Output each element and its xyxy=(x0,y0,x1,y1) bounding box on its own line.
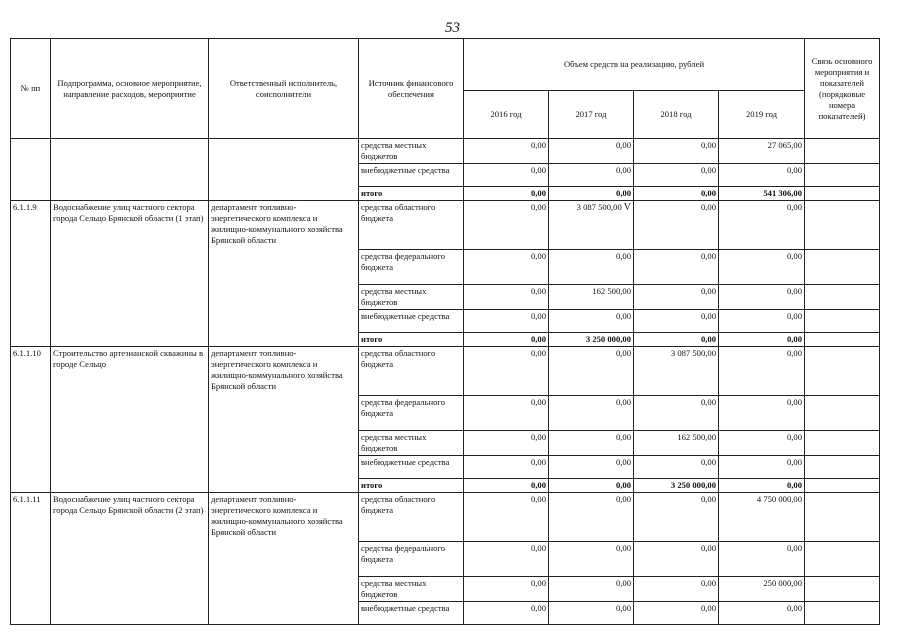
amount-value: 162 500,00 xyxy=(592,286,631,296)
amount-cell xyxy=(719,602,805,625)
funding-source: средства федерального бюджета xyxy=(359,396,464,431)
amount-value: 0,00 xyxy=(530,188,546,198)
amount-cell xyxy=(464,285,549,310)
amount-cell xyxy=(549,201,634,250)
amount-value: 3 087 500,00 xyxy=(670,348,716,358)
funding-source: средства федерального бюджета xyxy=(359,542,464,577)
table-row xyxy=(11,201,880,250)
amount-cell xyxy=(549,577,634,602)
amount-value: 0,00 xyxy=(700,543,716,553)
amount-value: 0,00 xyxy=(700,494,716,504)
amount-cell xyxy=(634,201,719,250)
header-link: Связь основного мероприятия и показателей (порядковые номера показателей) xyxy=(805,39,880,139)
amount-value: 541 306,00 xyxy=(763,188,803,198)
link-cell xyxy=(805,347,880,396)
header-num: № пп xyxy=(11,39,51,139)
row-number: 6.1.1.9 xyxy=(11,201,51,347)
amount-value: 0,00 xyxy=(786,251,803,261)
amount-cell xyxy=(549,396,634,431)
amount-cell xyxy=(719,310,805,333)
amount-cell xyxy=(634,542,719,577)
funding-source: внебюджетные средства xyxy=(359,602,464,625)
link-cell xyxy=(805,431,880,456)
amount-cell xyxy=(464,347,549,396)
table-body xyxy=(11,139,880,625)
amount-value: 0,00 xyxy=(530,432,546,442)
amount-value: 0,00 xyxy=(700,311,716,321)
measure-name: Водоснабжение улиц частного сектора города Сельцо Брянской области (2 этап) xyxy=(51,493,209,625)
amount-value: 0,00 xyxy=(530,286,546,296)
amount-value: 0,00 xyxy=(615,480,631,490)
amount-cell xyxy=(719,396,805,431)
amount-cell xyxy=(549,164,634,187)
amount-cell xyxy=(464,602,549,625)
amount-value: 0,00 xyxy=(700,188,716,198)
amount-cell xyxy=(719,250,805,285)
executor: департамент топливно-энергетического комплекса и жилищно-коммунального хозяйства Брянской области xyxy=(209,493,359,625)
funding-source: средства местных бюджетов xyxy=(359,431,464,456)
amount-cell xyxy=(719,577,805,602)
amount-cell xyxy=(464,577,549,602)
funding-source: средства федерального бюджета xyxy=(359,250,464,285)
amount-cell xyxy=(464,201,549,250)
amount-cell xyxy=(464,250,549,285)
funding-source: средства местных бюджетов xyxy=(359,285,464,310)
funding-source: итого xyxy=(359,187,464,201)
link-cell xyxy=(805,602,880,625)
amount-value: 0,00 xyxy=(700,286,716,296)
link-cell xyxy=(805,285,880,310)
amount-value: 0,00 xyxy=(786,348,803,358)
amount-cell xyxy=(464,456,549,479)
amount-value: 0,00 xyxy=(530,334,546,344)
amount-cell xyxy=(634,310,719,333)
link-cell xyxy=(805,139,880,164)
executor: департамент топливно-энергетического комплекса и жилищно-коммунального хозяйства Брянской области xyxy=(209,347,359,493)
amount-value: 0,00 xyxy=(615,348,631,358)
amount-cell xyxy=(719,347,805,396)
executor: департамент топливно-энергетического комплекса и жилищно-коммунального хозяйства Брянской области xyxy=(209,201,359,347)
link-cell xyxy=(805,201,880,250)
amount-value: 0,00 xyxy=(786,165,803,175)
amount-value: 0,00 xyxy=(700,603,716,613)
amount-cell xyxy=(634,333,719,347)
amount-cell xyxy=(464,493,549,542)
link-cell xyxy=(805,542,880,577)
amount-cell xyxy=(464,139,549,164)
table-row xyxy=(11,493,880,542)
amount-value: 0,00 xyxy=(530,348,546,358)
amount-value: 0,00 xyxy=(615,251,631,261)
amount-value: 162 500,00 xyxy=(677,432,716,442)
amount-value: 0,00 xyxy=(615,165,631,175)
amount-cell xyxy=(549,250,634,285)
link-cell xyxy=(805,456,880,479)
amount-cell xyxy=(634,493,719,542)
amount-cell xyxy=(719,479,805,493)
funding-source: средства областного бюджета xyxy=(359,493,464,542)
amount-cell xyxy=(719,542,805,577)
amount-cell xyxy=(549,333,634,347)
table-row xyxy=(11,139,880,164)
amount-cell xyxy=(719,431,805,456)
amount-value: 3 250 000,00 xyxy=(585,334,631,344)
header-year: 2019 год xyxy=(719,91,805,139)
amount-value: 0,00 xyxy=(786,286,803,296)
amount-cell xyxy=(464,542,549,577)
link-cell xyxy=(805,333,880,347)
amount-value: 0,00 xyxy=(530,165,546,175)
amount-value: 0,00 xyxy=(615,311,631,321)
amount-value: 0,00 xyxy=(700,140,716,150)
funding-source: средства областного бюджета xyxy=(359,201,464,250)
measure-name: Строительство артезианской скважины в городе Сельцо xyxy=(51,347,209,493)
row-number: 6.1.1.11 xyxy=(11,493,51,625)
link-cell xyxy=(805,250,880,285)
amount-cell xyxy=(634,139,719,164)
amount-cell xyxy=(719,164,805,187)
amount-cell xyxy=(549,285,634,310)
amount-value: 3 087 500,00 xyxy=(576,202,622,212)
link-cell xyxy=(805,479,880,493)
table-header xyxy=(11,39,880,139)
amount-cell xyxy=(634,164,719,187)
funding-table xyxy=(10,38,880,625)
page-number: 53 xyxy=(445,20,460,36)
amount-cell xyxy=(634,250,719,285)
amount-value: 0,00 xyxy=(530,397,546,407)
amount-cell xyxy=(719,187,805,201)
amount-cell xyxy=(719,139,805,164)
row-number: 6.1.1.10 xyxy=(11,347,51,493)
amount-cell xyxy=(464,164,549,187)
amount-value: 0,00 xyxy=(786,543,803,553)
amount-value: 0,00 xyxy=(615,494,631,504)
amount-cell xyxy=(464,431,549,456)
executor xyxy=(209,139,359,201)
amount-value: 0,00 xyxy=(530,202,546,212)
amount-value: 0,00 xyxy=(530,480,546,490)
amount-value: 0,00 xyxy=(700,202,716,212)
header-year: 2016 год xyxy=(464,91,549,139)
amount-value: 0,00 xyxy=(615,188,631,198)
funding-source: средства местных бюджетов xyxy=(359,139,464,164)
amount-value: 0,00 xyxy=(615,578,631,588)
link-cell xyxy=(805,396,880,431)
amount-cell xyxy=(719,201,805,250)
amount-value: 0,00 xyxy=(530,140,546,150)
amount-value: 0,00 xyxy=(700,397,716,407)
header-executor: Ответственный исполнитель, соисполнители xyxy=(209,39,359,139)
amount-value: 0,00 xyxy=(700,578,716,588)
amount-value: 3 250 000,00 xyxy=(670,480,716,490)
amount-cell xyxy=(549,431,634,456)
amount-cell xyxy=(549,542,634,577)
funding-source: средства местных бюджетов xyxy=(359,577,464,602)
amount-value: 0,00 xyxy=(786,334,803,344)
amount-value: 0,00 xyxy=(786,457,803,467)
amount-value: 0,00 xyxy=(700,251,716,261)
amount-value: 0,00 xyxy=(530,251,546,261)
link-cell xyxy=(805,577,880,602)
amount-cell xyxy=(549,456,634,479)
amount-cell xyxy=(719,285,805,310)
amount-value: 0,00 xyxy=(530,311,546,321)
amount-value: 0,00 xyxy=(700,457,716,467)
amount-cell xyxy=(634,577,719,602)
link-cell xyxy=(805,310,880,333)
link-cell xyxy=(805,493,880,542)
handwritten-mark: V xyxy=(623,202,631,213)
amount-value: 0,00 xyxy=(615,457,631,467)
amount-value: 0,00 xyxy=(700,334,716,344)
amount-cell xyxy=(549,139,634,164)
amount-cell xyxy=(549,602,634,625)
amount-cell xyxy=(719,456,805,479)
amount-value: 0,00 xyxy=(530,494,546,504)
amount-value: 27 065,00 xyxy=(767,140,803,150)
table-row xyxy=(11,347,880,396)
amount-value: 0,00 xyxy=(530,603,546,613)
header-year: 2017 год xyxy=(549,91,634,139)
amount-value: 0,00 xyxy=(700,165,716,175)
amount-value: 0,00 xyxy=(786,202,803,212)
amount-value: 0,00 xyxy=(786,397,803,407)
measure-name: Водоснабжение улиц частного сектора города Сельцо Брянской области (1 этап) xyxy=(51,201,209,347)
amount-value: 0,00 xyxy=(786,432,803,442)
amount-cell xyxy=(634,347,719,396)
funding-source: внебюджетные средства xyxy=(359,456,464,479)
amount-cell xyxy=(719,333,805,347)
row-number xyxy=(11,139,51,201)
funding-source: внебюджетные средства xyxy=(359,310,464,333)
measure-name xyxy=(51,139,209,201)
link-cell xyxy=(805,187,880,201)
amount-cell xyxy=(634,431,719,456)
amount-cell xyxy=(549,493,634,542)
amount-cell xyxy=(464,333,549,347)
amount-cell xyxy=(549,347,634,396)
amount-cell xyxy=(464,310,549,333)
amount-value: 0,00 xyxy=(786,311,803,321)
amount-cell xyxy=(549,187,634,201)
amount-cell xyxy=(464,396,549,431)
amount-value: 0,00 xyxy=(786,480,803,490)
amount-value: 4 750 000,00 xyxy=(756,494,803,504)
header-year: 2018 год xyxy=(634,91,719,139)
amount-cell xyxy=(719,493,805,542)
funding-source: итого xyxy=(359,333,464,347)
amount-value: 0,00 xyxy=(615,140,631,150)
amount-cell xyxy=(634,187,719,201)
amount-value: 0,00 xyxy=(786,603,803,613)
amount-value: 0,00 xyxy=(615,397,631,407)
amount-cell xyxy=(634,396,719,431)
amount-value: 250 000,00 xyxy=(763,578,803,588)
amount-value: 0,00 xyxy=(615,432,631,442)
header-funding: Объем средств на реализацию, рублей xyxy=(464,39,805,91)
amount-value: 0,00 xyxy=(530,543,546,553)
header-program: Подпрограмма, основное мероприятие, направление расходов, мероприятие xyxy=(51,39,209,139)
amount-value: 0,00 xyxy=(615,543,631,553)
amount-cell xyxy=(634,456,719,479)
funding-source: средства областного бюджета xyxy=(359,347,464,396)
amount-cell xyxy=(634,602,719,625)
funding-source: внебюджетные средства xyxy=(359,164,464,187)
amount-cell xyxy=(549,479,634,493)
amount-cell xyxy=(464,479,549,493)
amount-cell xyxy=(549,310,634,333)
amount-value: 0,00 xyxy=(530,578,546,588)
header-source: Источник финансового обеспечения xyxy=(359,39,464,139)
link-cell xyxy=(805,164,880,187)
amount-cell xyxy=(464,187,549,201)
amount-cell xyxy=(634,285,719,310)
amount-value: 0,00 xyxy=(615,603,631,613)
amount-cell xyxy=(634,479,719,493)
amount-value: 0,00 xyxy=(530,457,546,467)
funding-source: итого xyxy=(359,479,464,493)
